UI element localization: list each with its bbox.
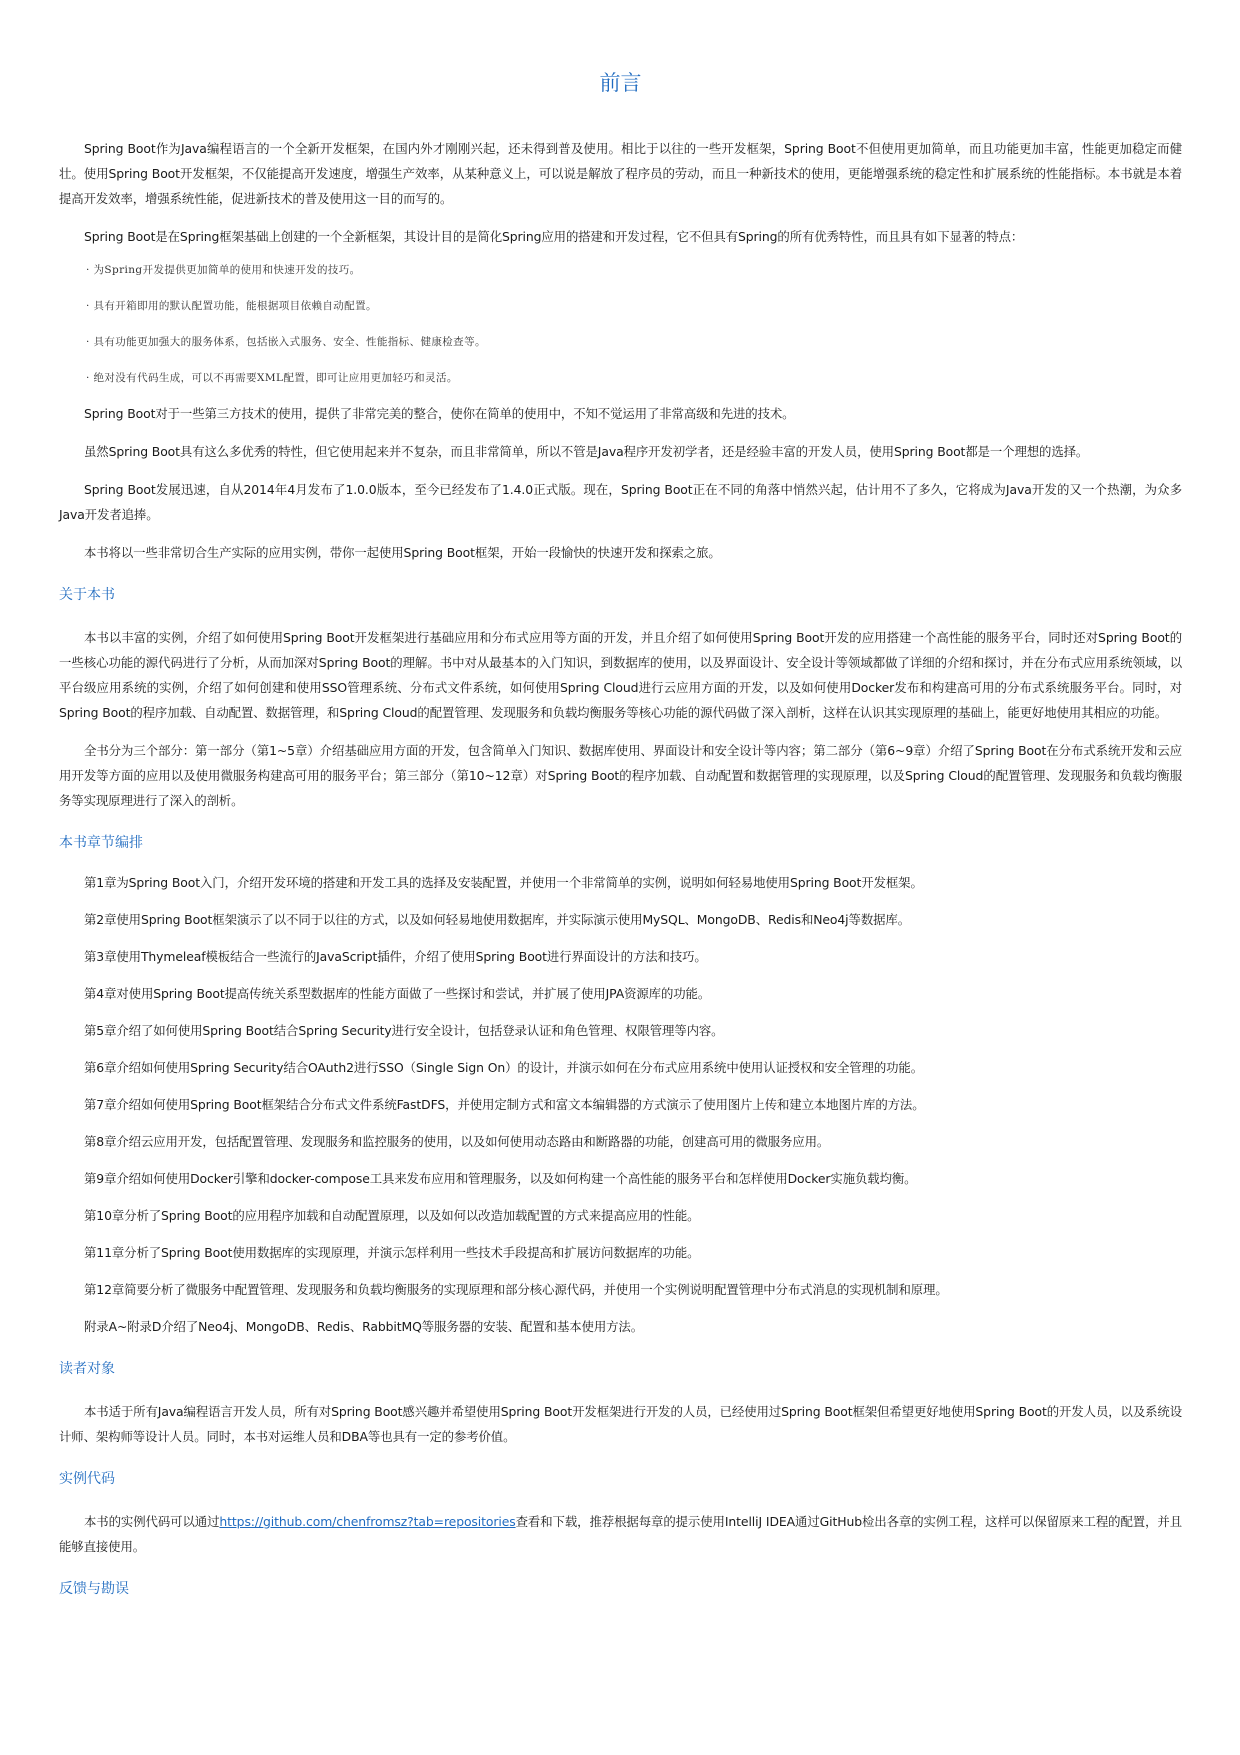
paragraph-integration: Spring Boot对于一些第三方技术的使用，提供了非常完美的整合，使你在简单的使用中，不知不觉运用了非常高级和先进的技术。 <box>84 406 795 421</box>
chapter-item-7: 第7章介绍如何使用Spring Boot框架结合分布式文件系统FastDFS，并使用定制方式和富文本编辑器的方式演示了使用图片上传和建立本地图片库的方法。 <box>84 1097 925 1112</box>
readers-paragraph: 本书适于所有Java编程语言开发人员，所有对Spring Boot感兴趣并希望使用Spring Boot开发框架进行开发的人员，已经使用过Spring Boot框架但希望更好地使用Spring Boot的开发人员，以及系统设计师、架构师等设计人员。同时，本书对运维人员和DBA等也具有一定的参考价值。 <box>59 1404 1182 1444</box>
code-paragraph <box>59 1509 1182 1559</box>
about-paragraph-1: 本书以丰富的实例，介绍了如何使用Spring Boot开发框架进行基础应用和分布式应用等方面的开发，并且介绍了如何使用Spring Boot开发的应用搭建一个高性能的服务平台，同时还对Spring Boot的一些核心功能的源代码进行了分析，从而加深对Spring Boot的理解。书中对从最基本的入门知识，到数据库的使用，以及界面设计、安全设计等领域都做了详细的介绍和探讨，并在分布式应用系统领域，以平台级应用系统的实例，介绍了如何创建和使用SSO管理系统、分布式文件系统，如何使用Spring Cloud进行云应用方面的开发，以及如何使用Docker发布和构建高可用的分布式系统服务平台。同时，对Spring Boot的程序加载、自动配置、数据管理，和Spring Cloud的配置管理、发现服务和负载均衡服务等核心功能的源代码做了深入剖析，这样在认识其实现原理的基础上，能更好地使用其相应的功能。 <box>59 630 1182 720</box>
code-text-before: 本书的实例代码可以通过 <box>84 1514 220 1529</box>
chapter-item-1: 第1章为Spring Boot入门，介绍开发环境的搭建和开发工具的选择及安装配置，并使用一个非常简单的实例，说明如何轻易地使用Spring Boot开发框架。 <box>84 875 923 890</box>
section-heading-readers: 读者对象 <box>59 1361 115 1377</box>
section-heading-code: 实例代码 <box>59 1471 115 1487</box>
code-text-after: 查看和下载，推荐根据每章的提示使用IntelliJ IDEA通过GitHub检出各章的实例工程，这样可以保留原来工程的配置，并且能够直接使用。 <box>59 1514 1182 1554</box>
feature-item-2: · 具有开箱即用的默认配置功能，能根据项目依赖自动配置。 <box>86 300 377 312</box>
chapter-item-5: 第5章介绍了如何使用Spring Boot结合Spring Security进行安全设计，包括登录认证和角色管理、权限管理等内容。 <box>84 1023 724 1038</box>
intro-paragraph-1: Spring Boot作为Java编程语言的一个全新开发框架，在国内外才刚刚兴起，还未得到普及使用。相比于以往的一些开发框架，Spring Boot不但使用更加简单，而且功能更加丰富，性能更加稳定而健壮。使用Spring Boot开发框架，不仅能提高开发速度，增强生产效率，从某种意义上，可以说是解放了程序员的劳动，而且一种新技术的使用，更能增强系统的稳定性和扩展系统的性能指标。本书就是本着提高开发效率，增强系统性能，促进新技术的普及使用这一目的而写的。 <box>59 141 1182 206</box>
chapter-item-9: 第9章介绍如何使用Docker引擎和docker-compose工具来发布应用和管理服务，以及如何构建一个高性能的服务平台和怎样使用Docker实施负载均衡。 <box>84 1171 917 1186</box>
chapter-item-2: 第2章使用Spring Boot框架演示了以不同于以往的方式，以及如何轻易地使用数据库，并实际演示使用MySQL、MongoDB、Redis和Neo4j等数据库。 <box>84 912 910 927</box>
section-heading-about: 关于本书 <box>59 587 115 603</box>
paragraph-history: Spring Boot发展迅速，自从2014年4月发布了1.0.0版本，至今已经发布了1.4.0正式版。现在，Spring Boot正在不同的角落中悄然兴起，估计用不了多久，它将成为Java开发的又一个热潮，为众多Java开发者追捧。 <box>59 482 1182 522</box>
chapter-item-12: 第12章简要分析了微服务中配置管理、发现服务和负载均衡服务的实现原理和部分核心源代码，并使用一个实例说明配置管理中分布式消息的实现机制和原理。 <box>84 1282 948 1297</box>
paragraph-journey: 本书将以一些非常切合生产实际的应用实例，带你一起使用Spring Boot框架，开始一段愉快的快速开发和探索之旅。 <box>84 545 721 560</box>
section-heading-chapters: 本书章节编排 <box>59 835 143 851</box>
page-title: 前言 <box>599 71 642 95</box>
paragraph-simple: 虽然Spring Boot具有这么多优秀的特性，但它使用起来并不复杂，而且非常简单，所以不管是Java程序开发初学者，还是经验丰富的开发人员，使用Spring Boot都是一个理想的选择。 <box>84 444 1089 459</box>
github-repo-link[interactable]: https://github.com/chenfromsz?tab=repositories <box>219 1514 516 1529</box>
chapter-item-10: 第10章分析了Spring Boot的应用程序加载和自动配置原理，以及如何以改造加载配置的方式来提高应用的性能。 <box>84 1208 700 1223</box>
chapter-item-6: 第6章介绍如何使用Spring Security结合OAuth2进行SSO（Single Sign On）的设计，并演示如何在分布式应用系统中使用认证授权和安全管理的功能。 <box>84 1060 923 1075</box>
feature-item-3: · 具有功能更加强大的服务体系，包括嵌入式服务、安全、性能指标、健康检查等。 <box>86 336 486 348</box>
section-heading-feedback: 反馈与勘误 <box>59 1581 129 1597</box>
feature-item-4: · 绝对没有代码生成，可以不再需要XML配置，即可让应用更加轻巧和灵活。 <box>86 372 458 384</box>
chapter-item-11: 第11章分析了Spring Boot使用数据库的实现原理，并演示怎样利用一些技术手段提高和扩展访问数据库的功能。 <box>84 1245 700 1260</box>
chapter-item-4: 第4章对使用Spring Boot提高传统关系型数据库的性能方面做了一些探讨和尝试，并扩展了使用JPA资源库的功能。 <box>84 986 711 1001</box>
chapter-item-8: 第8章介绍云应用开发，包括配置管理、发现服务和监控服务的使用，以及如何使用动态路由和断路器的功能，创建高可用的微服务应用。 <box>84 1134 830 1149</box>
about-paragraph-2: 全书分为三个部分：第一部分（第1~5章）介绍基础应用方面的开发，包含简单入门知识、数据库使用、界面设计和安全设计等内容；第二部分（第6~9章）介绍了Spring Boot在分布式系统开发和云应用开发等方面的应用以及使用微服务构建高可用的服务平台；第三部分（第10~12章）对Spring Boot的程序加载、自动配置和数据管理的实现原理，以及Spring Cloud的配置管理、发现服务和负载均衡服务等实现原理进行了深入的剖析。 <box>59 743 1182 808</box>
chapter-item-appendix: 附录A~附录D介绍了Neo4j、MongoDB、Redis、RabbitMQ等服务器的安装、配置和基本使用方法。 <box>84 1319 643 1334</box>
feature-item-1: · 为Spring开发提供更加简单的使用和快速开发的技巧。 <box>86 264 361 276</box>
intro-paragraph-2: Spring Boot是在Spring框架基础上创建的一个全新框架，其设计目的是简化Spring应用的搭建和开发过程，它不但具有Spring的所有优秀特性，而且具有如下显著的特点： <box>84 229 1024 244</box>
chapter-item-3: 第3章使用Thymeleaf模板结合一些流行的JavaScript插件，介绍了使用Spring Boot进行界面设计的方法和技巧。 <box>84 949 707 964</box>
